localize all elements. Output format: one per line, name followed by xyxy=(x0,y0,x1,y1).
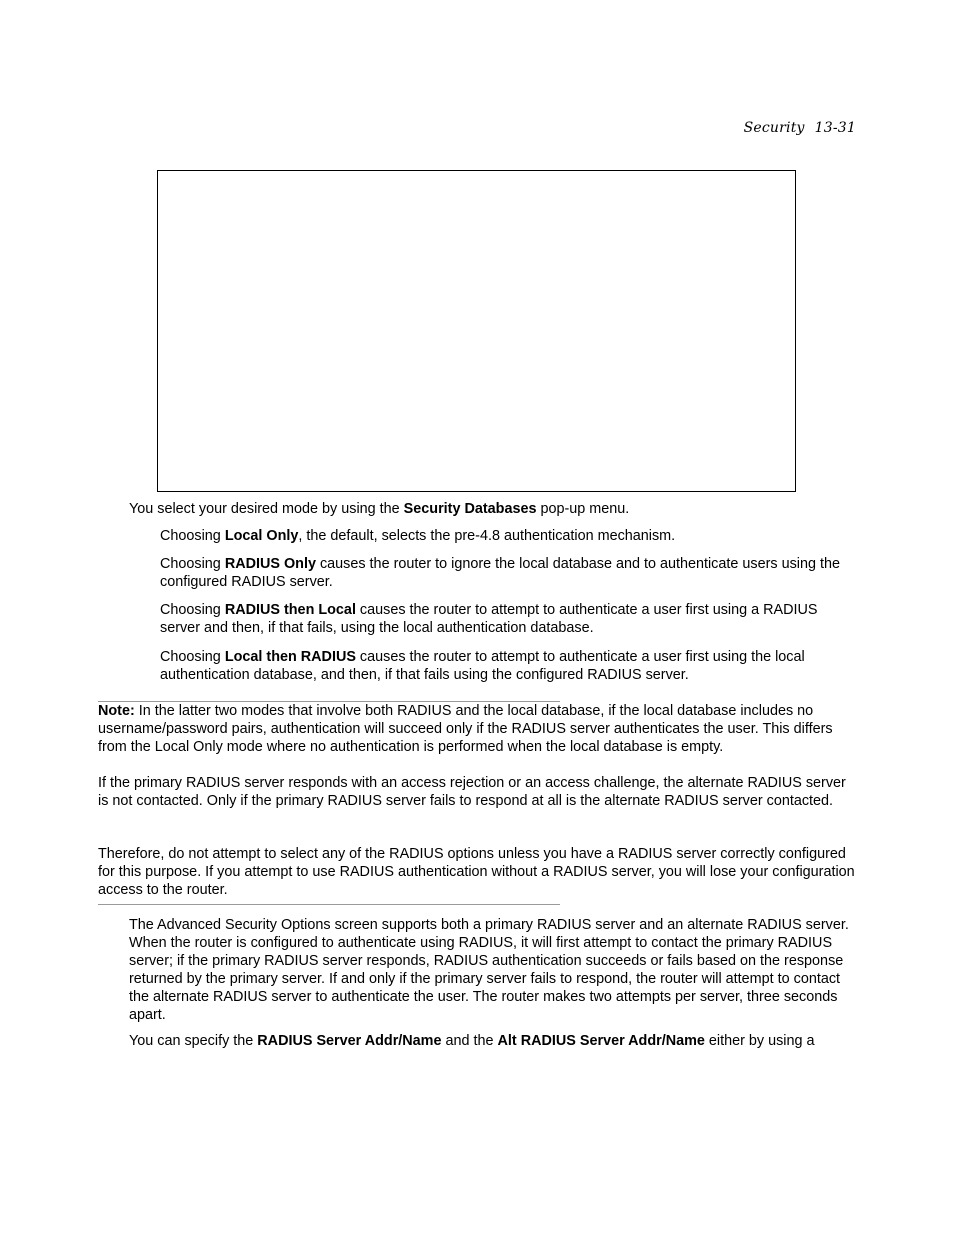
choice-text-end: causes the router to ignore the local database and to authenticate users using the configured RADIUS server. xyxy=(160,556,840,590)
choice-text-start: Choosing xyxy=(160,602,225,618)
alt-radius-server-addr-term: Alt RADIUS Server Addr/Name xyxy=(497,1033,705,1049)
body-text-start: You can specify the xyxy=(129,1033,258,1049)
choice-text-end: causes the router to attempt to authenticate a user first using the local authentication database, and then, if that fails using the configured RADIUS server. xyxy=(160,649,805,683)
body-text-end: either by using a xyxy=(704,1033,815,1049)
note-text-1: In the latter two modes that involve both RADIUS and the local database, if the local database includes no username/password pairs, authentication will succeed only if the RADIUS server authenticates the user. This differs from the Local Only mode where no authentication is performed when the local database is empty. xyxy=(98,703,833,755)
choice-term: Local Only xyxy=(224,528,299,544)
header-section-title: Security xyxy=(743,120,805,136)
security-databases-term: Security Databases xyxy=(403,501,537,517)
intro-text-end: pop-up menu. xyxy=(536,501,630,517)
header-page-number: 13-31 xyxy=(814,120,856,136)
choice-radius-only xyxy=(160,555,860,591)
choice-term: Local then RADIUS xyxy=(224,649,356,665)
choice-term: RADIUS then Local xyxy=(224,602,356,618)
screenshot-figure-frame xyxy=(157,170,796,492)
choice-text-start: Choosing xyxy=(160,649,225,665)
choice-text-start: Choosing xyxy=(160,556,225,572)
choice-term: RADIUS Only xyxy=(224,556,316,572)
note-paragraph-1 xyxy=(98,702,860,756)
radius-server-addr-term: RADIUS Server Addr/Name xyxy=(257,1033,442,1049)
note-label: Note: xyxy=(98,703,135,719)
running-header xyxy=(744,120,856,136)
body-text-middle: and the xyxy=(441,1033,498,1049)
body-paragraph-server-addr xyxy=(129,1032,859,1050)
choice-text-end: causes the router to attempt to authenticate a user first using a RADIUS server and then, if that fails, using the local authentication database. xyxy=(160,602,818,636)
choice-text-start: Choosing xyxy=(160,528,225,544)
choice-local-then-radius xyxy=(160,648,860,684)
intro-text-start: You select your desired mode by using the xyxy=(129,501,404,517)
note-paragraph-2: If the primary RADIUS server responds with an access rejection or an access challenge, the alternate RADIUS server is not contacted. Only if the primary RADIUS server fails to respond at all is the alternate RADIUS server contacted. xyxy=(98,775,846,809)
note-bottom-divider xyxy=(98,904,560,905)
body-paragraph-radius-servers: The Advanced Security Options screen supports both a primary RADIUS server and an alternate RADIUS server. When the router is configured to authenticate using RADIUS, it will first attempt to contact the primary RADIUS server; if the primary RADIUS server responds, RADIUS authentication succeeds or fails based on the response returned by the primary server. If and only if the primary server fails to respond, the router will attempt to contact the alternate RADIUS server to authenticate the user. The router makes two attempts per server, three seconds apart. xyxy=(129,917,849,1023)
choice-local-only xyxy=(160,527,860,545)
note-paragraph-3: Therefore, do not attempt to select any of the RADIUS options unless you have a RADIUS server correctly configured for this purpose. If you attempt to use RADIUS authentication without a RADIUS server, you will lose your configuration access to the router. xyxy=(98,846,855,898)
intro-paragraph xyxy=(129,500,859,518)
choice-text-end: , the default, selects the pre-4.8 authentication mechanism. xyxy=(298,528,676,544)
choice-radius-then-local xyxy=(160,601,860,637)
